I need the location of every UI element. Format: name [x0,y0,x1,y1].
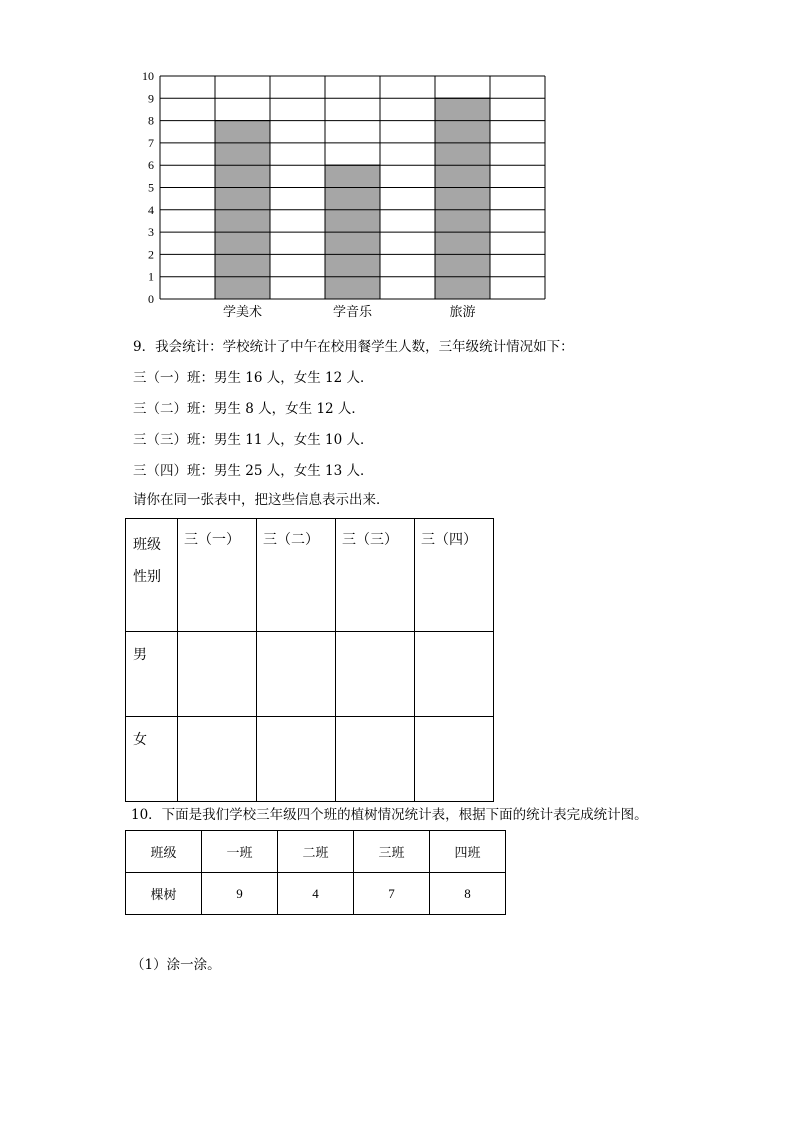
q9-corner-bottom: 性别 [133,569,161,585]
q9-table [125,518,494,802]
chart-y-ticks [142,69,154,306]
q9-cell-input[interactable] [336,632,415,717]
chart-y-tick-label: 5 [148,180,154,195]
q10-row-label: 棵树 [126,873,202,915]
chart-y-tick-label: 8 [148,113,154,128]
chart-y-tick-label: 0 [148,292,154,306]
q9-table-row-male [126,632,494,717]
q9-cell-input[interactable] [415,632,494,717]
q9-cell-input[interactable] [178,717,257,802]
q10-value-1: 9 [202,873,278,915]
q10-table-header-row [126,831,506,873]
q10-header-3: 三班 [354,831,430,873]
chart-y-tick-label: 9 [148,91,154,106]
chart-y-tick-label: 3 [148,225,154,240]
q9-corner-top: 班级 [133,537,161,553]
chart-y-tick-label: 1 [148,269,154,284]
q9-prompt: 9．我会统计：学校统计了中午在校用餐学生人数，三年级统计情况如下： [133,339,574,355]
q10-value-2: 4 [278,873,354,915]
chart-bars [215,98,490,299]
q10-table-value-row [126,873,506,915]
q9-line-3: 三（三）班：男生 11 人，女生 10 人． [133,432,374,448]
q9-line-2: 三（二）班：男生 8 人，女生 12 人． [133,401,365,417]
q9-table-row-female [126,717,494,802]
q9-table-corner [126,519,178,632]
q10-value-4: 8 [430,873,506,915]
q9-cell-input[interactable] [257,632,336,717]
chart-bar [435,98,490,299]
chart-y-tick-label: 4 [148,202,154,217]
q10-header-1: 一班 [202,831,278,873]
q9-cell-input[interactable] [336,717,415,802]
q10-value-3: 7 [354,873,430,915]
q9-line-4: 三（四）班：男生 25 人，女生 13 人． [133,463,374,479]
q9-cell-input[interactable] [415,717,494,802]
q9-row-label-female: 女 [126,717,178,802]
q10-header-2: 二班 [278,831,354,873]
q10-sub1: （1）涂一涂。 [131,957,221,973]
chart-y-tick-label: 7 [148,135,154,150]
q10-header-4: 四班 [430,831,506,873]
q9-header-2: 三（二） [257,519,336,632]
q9-header-3: 三（三） [336,519,415,632]
q9-row-label-male: 男 [126,632,178,717]
chart-category-label: 学音乐 [332,305,373,320]
q9-instruction: 请你在同一张表中，把这些信息表示出来． [133,492,390,508]
bar-chart [130,66,560,328]
q10-table [125,830,506,915]
chart-y-tick-label: 10 [142,69,154,83]
q9-line-1: 三（一）班：男生 16 人，女生 12 人． [133,370,374,386]
q9-cell-input[interactable] [178,632,257,717]
q9-header-1: 三（一） [178,519,257,632]
chart-category-label: 旅游 [449,305,476,320]
q10-prompt: 10．下面是我们学校三年级四个班的植树情况统计表，根据下面的统计表完成统计图。 [131,807,648,823]
q9-header-4: 三（四） [415,519,494,632]
q9-cell-input[interactable] [257,717,336,802]
chart-category-label: 学美术 [222,305,263,320]
chart-y-tick-label: 6 [148,158,154,173]
q9-table-header-row [126,519,494,632]
chart-categories [223,304,476,320]
q10-header-label: 班级 [126,831,202,873]
chart-y-tick-label: 2 [148,247,154,262]
